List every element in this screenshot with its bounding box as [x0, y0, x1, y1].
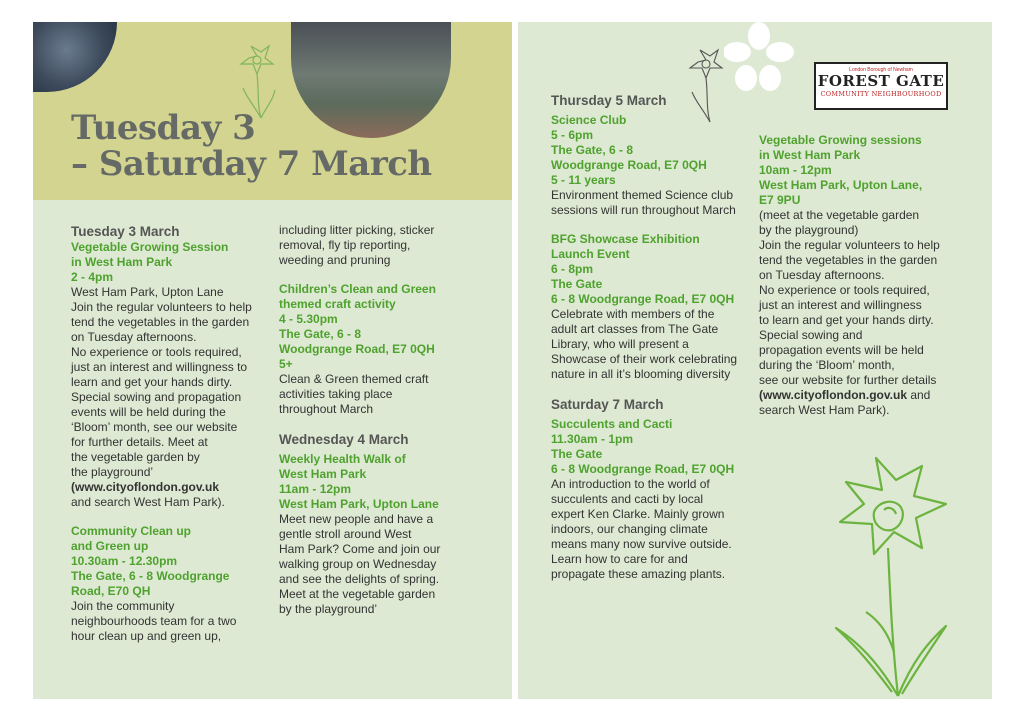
- body-line: means many now survive outside.: [551, 537, 732, 551]
- body-line: just an interest and willingness to: [71, 360, 248, 374]
- event-location: The Gate, 6 - 8: [279, 327, 362, 341]
- event-location: The Gate, 6 - 8: [551, 143, 634, 157]
- body-line: hour clean up and green up,: [71, 629, 222, 643]
- body-line: ‘Bloom’ month, see our website: [71, 420, 238, 434]
- event-age: 5+: [279, 357, 293, 371]
- event-location: West Ham Park, Upton Lane: [279, 497, 439, 511]
- white-flower-icon: [724, 22, 794, 92]
- left-page: [33, 22, 512, 699]
- day-heading-wednesday: Wednesday 4 March: [279, 432, 409, 447]
- body-line: (meet at the vegetable garden: [759, 208, 920, 222]
- body-line: to learn and get your hands dirty.: [759, 313, 934, 327]
- body-line: Meet at the vegetable garden: [279, 587, 436, 601]
- event-location: The Gate: [551, 277, 603, 291]
- body-line: Ham Park? Come and join our: [279, 542, 441, 556]
- title-line-2: – Saturday 7 March: [71, 144, 432, 184]
- body-line: and search West Ham Park).: [71, 495, 225, 509]
- day-heading-tuesday: Tuesday 3 March: [71, 224, 180, 239]
- event-location: The Gate: [551, 447, 603, 461]
- body-line: removal, fly tip reporting,: [279, 238, 411, 252]
- event-location: 6 - 8 Woodgrange Road, E7 0QH: [551, 462, 735, 476]
- body-line: No experience or tools required,: [71, 345, 242, 359]
- body-line: and: [907, 388, 931, 402]
- event-title: Community Clean up: [71, 524, 192, 538]
- event-title: BFG Showcase Exhibition: [551, 232, 700, 246]
- body-line: tend the vegetables in the garden: [71, 315, 250, 329]
- body-line: just an interest and willingness: [759, 298, 922, 312]
- body-line: and see the delights of spring.: [279, 572, 440, 586]
- body-line: neighbourhoods team for a two: [71, 614, 237, 628]
- body-line: Learn how to care for and: [551, 552, 688, 566]
- body-line: sessions will run throughout March: [551, 203, 736, 217]
- body-line: during the ‘Bloom’ month,: [759, 358, 895, 372]
- day-heading-thursday: Thursday 5 March: [551, 93, 667, 108]
- body-line: see our website for further details: [759, 373, 937, 387]
- body-line: weeding and pruning: [279, 253, 391, 267]
- event-title: and Green up: [71, 539, 149, 553]
- event-title: West Ham Park: [279, 467, 367, 481]
- event-location: 6 - 8 Woodgrange Road, E7 0QH: [551, 292, 735, 306]
- event-time: 10.30am - 12.30pm: [71, 554, 178, 568]
- body-line: including litter picking, sticker: [279, 223, 435, 237]
- body-line: events will be held during the: [71, 405, 226, 419]
- event-time: 11am - 12pm: [279, 482, 352, 496]
- page-title: [71, 110, 432, 182]
- column-2: [279, 223, 499, 617]
- body-line: activities taking place: [279, 387, 393, 401]
- logo-borough: London Borough of Newham: [849, 67, 913, 73]
- event-location: Road, E70 QH: [71, 584, 151, 598]
- event-title: Vegetable Growing Session: [71, 240, 229, 254]
- event-time: 11.30am - 1pm: [551, 432, 634, 446]
- body-line: Clean & Green themed craft: [279, 372, 429, 386]
- event-location: West Ham Park, Upton Lane: [71, 285, 224, 299]
- body-line: indoors, our changing climate: [551, 522, 708, 536]
- body-line: Special sowing and: [759, 328, 863, 342]
- event-title: Succulents and Cacti: [551, 417, 673, 431]
- event-time: 10am - 12pm: [759, 163, 832, 177]
- body-line: search West Ham Park).: [759, 403, 890, 417]
- body-line: Library, who will present a: [551, 337, 689, 351]
- header-band: [33, 22, 512, 200]
- daffodil-outline-icon: [818, 452, 958, 698]
- body-line: tend the vegetables in the garden: [759, 253, 938, 267]
- event-title: themed craft activity: [279, 297, 396, 311]
- column-3: [551, 92, 751, 582]
- body-line: Join the regular volunteers to help: [71, 300, 252, 314]
- forest-gate-logo: [814, 62, 948, 110]
- event-location: West Ham Park, Upton Lane,: [759, 178, 923, 192]
- body-line: walking group on Wednesday: [279, 557, 437, 571]
- body-line: the vegetable garden by: [71, 450, 200, 464]
- website-link[interactable]: (www.cityoflondon.gov.uk: [759, 388, 907, 402]
- volunteers-photo: [33, 22, 117, 92]
- body-line: propagation events will be held: [759, 343, 924, 357]
- event-time: 6 - 8pm: [551, 262, 594, 276]
- body-line: Meet new people and have a: [279, 512, 434, 526]
- body-line: by the playground): [759, 223, 859, 237]
- event-time: 5 - 6pm: [551, 128, 594, 142]
- event-title: in West Ham Park: [759, 148, 861, 162]
- event-title: Launch Event: [551, 247, 630, 261]
- event-title: Science Club: [551, 113, 627, 127]
- body-line: on Tuesday afternoons.: [759, 268, 885, 282]
- body-line: throughout March: [279, 402, 374, 416]
- body-line: Special sowing and propagation: [71, 390, 242, 404]
- body-line: Join the regular volunteers to help: [759, 238, 940, 252]
- body-line: for further details. Meet at: [71, 435, 208, 449]
- column-4: [759, 133, 979, 418]
- right-page: [518, 22, 992, 699]
- body-line: An introduction to the world of: [551, 477, 710, 491]
- body-line: Showcase of their work celebrating: [551, 352, 738, 366]
- title-line-1: Tuesday 3: [71, 108, 256, 148]
- body-line: Celebrate with members of the: [551, 307, 715, 321]
- event-title: Vegetable Growing sessions: [759, 133, 922, 147]
- event-age: 5 - 11 years: [551, 173, 616, 187]
- body-line: Join the community: [71, 599, 175, 613]
- website-link[interactable]: (www.cityoflondon.gov.uk: [71, 480, 219, 494]
- logo-name: FOREST GATE: [817, 72, 945, 90]
- event-time: 2 - 4pm: [71, 270, 114, 284]
- body-line: by the playground’: [279, 602, 378, 616]
- body-line: the playground’: [71, 465, 154, 479]
- body-line: adult art classes from The Gate: [551, 322, 719, 336]
- event-title: in West Ham Park: [71, 255, 173, 269]
- day-heading-saturday: Saturday 7 March: [551, 397, 664, 412]
- logo-subtitle: COMMUNITY NEIGHBOURHOOD: [820, 90, 942, 98]
- event-location: Woodgrange Road, E7 0QH: [279, 342, 435, 356]
- body-line: succulents and cacti by local: [551, 492, 704, 506]
- body-line: expert Ken Clarke. Mainly grown: [551, 507, 725, 521]
- body-line: No experience or tools required,: [759, 283, 930, 297]
- event-location: E7 9PU: [759, 193, 801, 207]
- event-title: Weekly Health Walk of: [279, 452, 406, 466]
- body-line: on Tuesday afternoons.: [71, 330, 197, 344]
- body-line: learn and get your hands dirty.: [71, 375, 233, 389]
- body-line: nature in all it’s blooming diversity: [551, 367, 731, 381]
- column-1: [71, 223, 271, 644]
- body-line: gentle stroll around West: [279, 527, 412, 541]
- body-line: Environment themed Science club: [551, 188, 734, 202]
- event-time: 4 - 5.30pm: [279, 312, 338, 326]
- body-line: propagate these amazing plants.: [551, 567, 726, 581]
- event-location: Woodgrange Road, E7 0QH: [551, 158, 707, 172]
- event-location: The Gate, 6 - 8 Woodgrange: [71, 569, 230, 583]
- event-title: Children’s Clean and Green: [279, 282, 436, 296]
